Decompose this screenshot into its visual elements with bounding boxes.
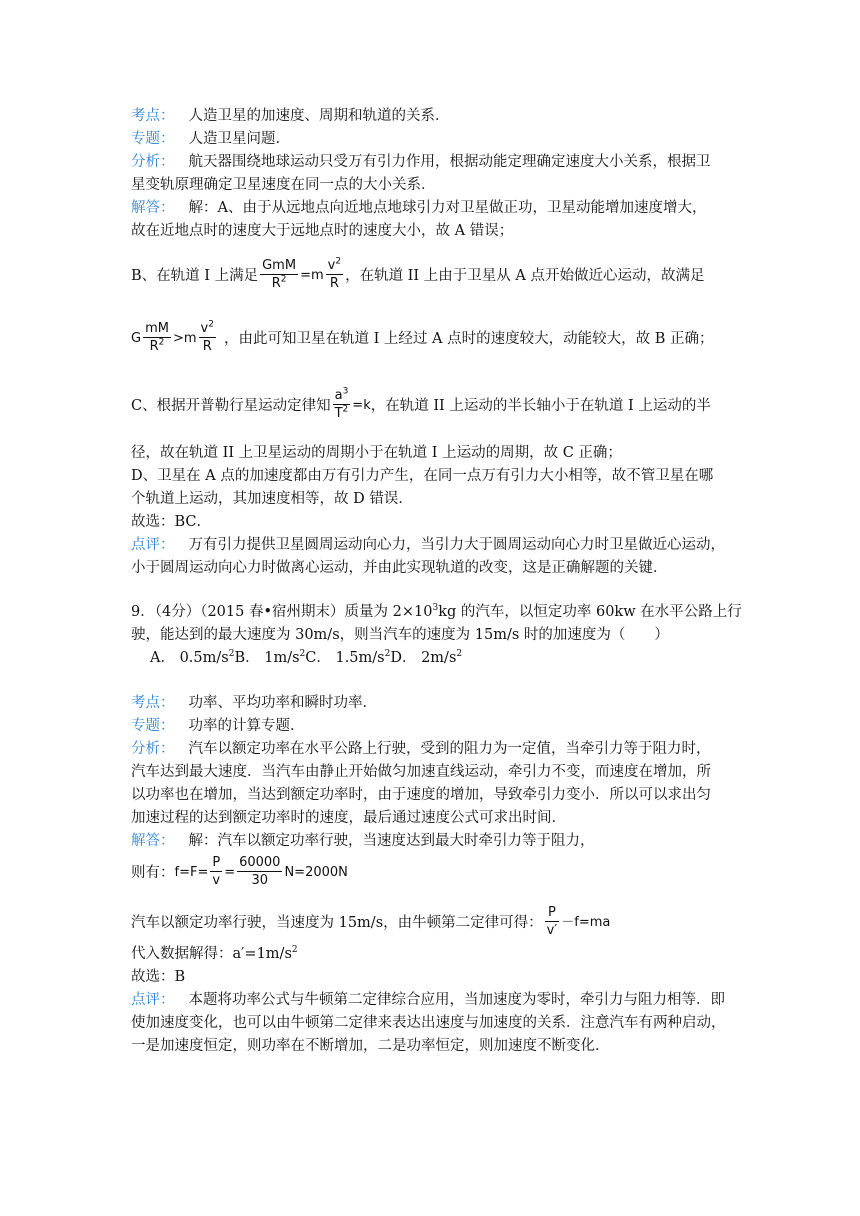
option-sup: 2 — [456, 649, 463, 660]
q8-fenxi — [131, 152, 711, 172]
kaodian-label: 考点： — [131, 108, 175, 124]
q9-fenxi-4: 加速过程的达到额定功率时的速度，最后通过速度公式可求出时间． — [131, 810, 566, 826]
frac-numerator: P — [212, 855, 221, 870]
zhuanti-text: 人造卫星问题． — [188, 131, 290, 147]
option-a — [150, 648, 234, 668]
q8-zhuanti — [131, 129, 290, 149]
q8-option-b-2 — [131, 318, 713, 360]
youyou-text: 则有： — [131, 865, 175, 881]
q9-kaodian — [131, 693, 377, 713]
formula-eq: = — [224, 865, 236, 880]
option-sup: 2 — [384, 649, 391, 660]
formula-kepler: $\frac{a^3}{T^2}$ =k — [334, 386, 371, 421]
c-text-post: ，在轨道 II 上运动的半长轴小于在轨道 I 上运动的半 — [370, 398, 711, 414]
formula-gravity-equals-centripetal: $\frac{\text{GmM}}{R^2}$ =m $\frac{v^2}{R}$ — [262, 256, 342, 291]
formula-g: G — [131, 331, 142, 346]
b-text-pre: B、在轨道 I 上满足 — [131, 268, 259, 284]
dianping-label: 点评： — [131, 992, 175, 1008]
frac-denominator: R — [202, 339, 212, 354]
q8-jieda — [131, 198, 706, 218]
q9-fenxi — [131, 739, 711, 759]
frac-numerator: mM — [145, 321, 169, 336]
jieda-label: 解答： — [131, 833, 175, 849]
jieda-text: 解：汽车以额定功率行驶，当速度达到最大时牵引力等于阻力， — [188, 833, 595, 849]
q8-answer: 故选：BC． — [131, 514, 212, 530]
q9-daishu — [131, 944, 298, 964]
frac-denominator: R — [329, 276, 339, 291]
option-sup: 2 — [228, 649, 235, 660]
dianping-text: 万有引力提供卫星圆周运动向心力，当引力大于圆周运动向心力时卫星做近心运动， — [188, 537, 725, 553]
daishu-sup: 2 — [291, 945, 298, 956]
frac-denominator: T — [334, 406, 343, 421]
zhuanti-label: 专题： — [131, 131, 175, 147]
dianping-text: 本题将功率公式与牛顿第二定律综合应用，当加速度为零时，牵引力与阻力相等．即 — [188, 992, 725, 1008]
q8-kaodian — [131, 106, 450, 126]
formula-eq: =m — [300, 268, 324, 283]
b-text-post: ，在轨道 II 上由于卫星从 A 点开始做近心运动，故满足 — [345, 268, 705, 284]
zhuanti-label: 专题： — [131, 718, 175, 734]
frac-denominator: R — [149, 339, 159, 354]
frac-numerator: v — [327, 258, 336, 273]
frac-denominator: 30 — [251, 873, 269, 888]
q8-option-d: D、卫星在 A 点的加速度都由万有引力产生，在同一点万有引力大小相等，故不管卫星在哪 — [131, 468, 714, 484]
q8-dianping-2: 小于圆周运动向心力时做离心运动，并由此实现轨道的改变，这是正确解题的关键． — [131, 560, 668, 576]
option-sup: 2 — [299, 649, 306, 660]
q9-dianping-2: 使加速度变化，也可以由牛顿第二定律来表达出速度与加速度的关系．注意汽车有两种启动， — [131, 1015, 726, 1031]
q9-newton — [131, 902, 610, 944]
q8-dianping — [131, 535, 725, 555]
frac-numerator: GmM — [262, 258, 297, 273]
q8-option-c-2: 径，故在轨道 II 上卫星运动的周期小于在轨道 I 上运动的周期，故 C 正确； — [131, 445, 622, 461]
fenxi-label: 分析： — [131, 154, 175, 170]
frac-numerator: P — [545, 905, 560, 922]
fenxi-label: 分析： — [131, 741, 175, 757]
frac-denominator: v′ — [546, 923, 558, 938]
q9-fenxi-2: 汽车达到最大速度．当汽车由静止开始做匀加速直线运动，牵引力不变，而速度在增加，所 — [131, 764, 711, 780]
option-b — [234, 648, 305, 668]
formula-gt: >m — [172, 331, 197, 346]
q9-stem — [131, 602, 742, 622]
formula-gravity-greater: G $\frac{mM}{R^2}$ >m $\frac{v^2}{R}$ — [131, 319, 214, 354]
kaodian-label: 考点： — [131, 695, 175, 711]
q8-fenxi-2: 星变轨原理确定卫星速度在同一点的大小关系． — [131, 177, 436, 193]
kaodian-text: 人造卫星的加速度、周期和轨道的关系． — [188, 108, 450, 124]
formula-post: －f=ma — [561, 915, 611, 930]
q9-answer: 故选：B — [131, 969, 186, 985]
frac-numerator: 60000 — [239, 855, 281, 870]
jieda-label: 解答： — [131, 200, 175, 216]
q9-jieda — [131, 831, 595, 851]
q8-option-b — [131, 255, 704, 297]
c-text-pre: C、根据开普勒行星运动定律知 — [131, 398, 331, 414]
formula-post: N=2000N — [284, 865, 348, 880]
formula-pre: f=F= — [174, 865, 209, 880]
frac-denominator: R — [271, 276, 281, 291]
stem-sup: 3 — [432, 603, 439, 614]
q9-dianping-3: 一是加速度恒定，则功率在不断增加，二是功率恒定，则加速度不断变化． — [131, 1038, 610, 1054]
dianping-label: 点评： — [131, 537, 175, 553]
formula-force — [175, 852, 348, 894]
b2-text-post: ，由此可知卫星在轨道 I 上经过 A 点时的速度较大，动能较大，故 B 正确； — [223, 331, 714, 347]
formula-eq: =k — [352, 398, 371, 413]
option-d — [390, 648, 462, 668]
q8-option-d-2: 个轨道上运动，其加速度相等，故 D 错误． — [131, 491, 413, 507]
q9-force-eq — [131, 852, 348, 894]
zhuanti-text: 功率的计算专题． — [188, 718, 305, 734]
frac-numerator: a — [334, 388, 343, 403]
daishu-text: 代入数据解得：a′=1m/s — [131, 946, 292, 962]
fenxi-text: 汽车以额定功率在水平公路上行驶，受到的阻力为一定值，当牵引力等于阻力时， — [188, 741, 711, 757]
q8-jieda-2: 故在近地点时的速度大于远地点时的速度大小，故 A 错误； — [131, 223, 514, 239]
fenxi-text: 航天器围绕地球运动只受万有引力作用，根据动能定理确定速度大小关系，根据卫 — [188, 154, 711, 170]
newton-text: 汽车以额定功率行驶，当速度为 15m/s，由牛顿第二定律可得： — [131, 915, 543, 931]
option-c-text: C． 1.5m/s — [305, 650, 385, 666]
q9-options — [150, 648, 462, 668]
option-b-text: B． 1m/s — [234, 650, 300, 666]
formula-newton — [543, 902, 611, 944]
stem-part: 9．（4分）（2015 春•宿州期末）质量为 2×10 — [131, 604, 433, 620]
q9-fenxi-3: 以功率也在增加，当达到额定功率时，由于速度的增加，导致牵引力变小．所以可以求出匀 — [131, 787, 711, 803]
q9-zhuanti — [131, 716, 305, 736]
q9-stem-2: 驶，能达到的最大速度为 30m/s，则当汽车的速度为 15m/s 时的加速度为（ ） — [131, 627, 669, 643]
frac-numerator: v — [200, 321, 209, 336]
frac-denominator: v — [212, 873, 221, 888]
option-c — [305, 648, 390, 668]
kaodian-text: 功率、平均功率和瞬时功率． — [188, 695, 377, 711]
option-a-text: A． 0.5m/s — [150, 650, 229, 666]
q8-option-c — [131, 385, 711, 427]
q9-dianping — [131, 990, 725, 1010]
stem-part: kg 的汽车，以恒定功率 60kw 在水平公路上行 — [438, 604, 742, 620]
jieda-text: 解：A、由于从远地点向近地点地球引力对卫星做正功，卫星动能增加速度增大， — [188, 200, 707, 216]
option-d-text: D． 2m/s — [390, 650, 457, 666]
